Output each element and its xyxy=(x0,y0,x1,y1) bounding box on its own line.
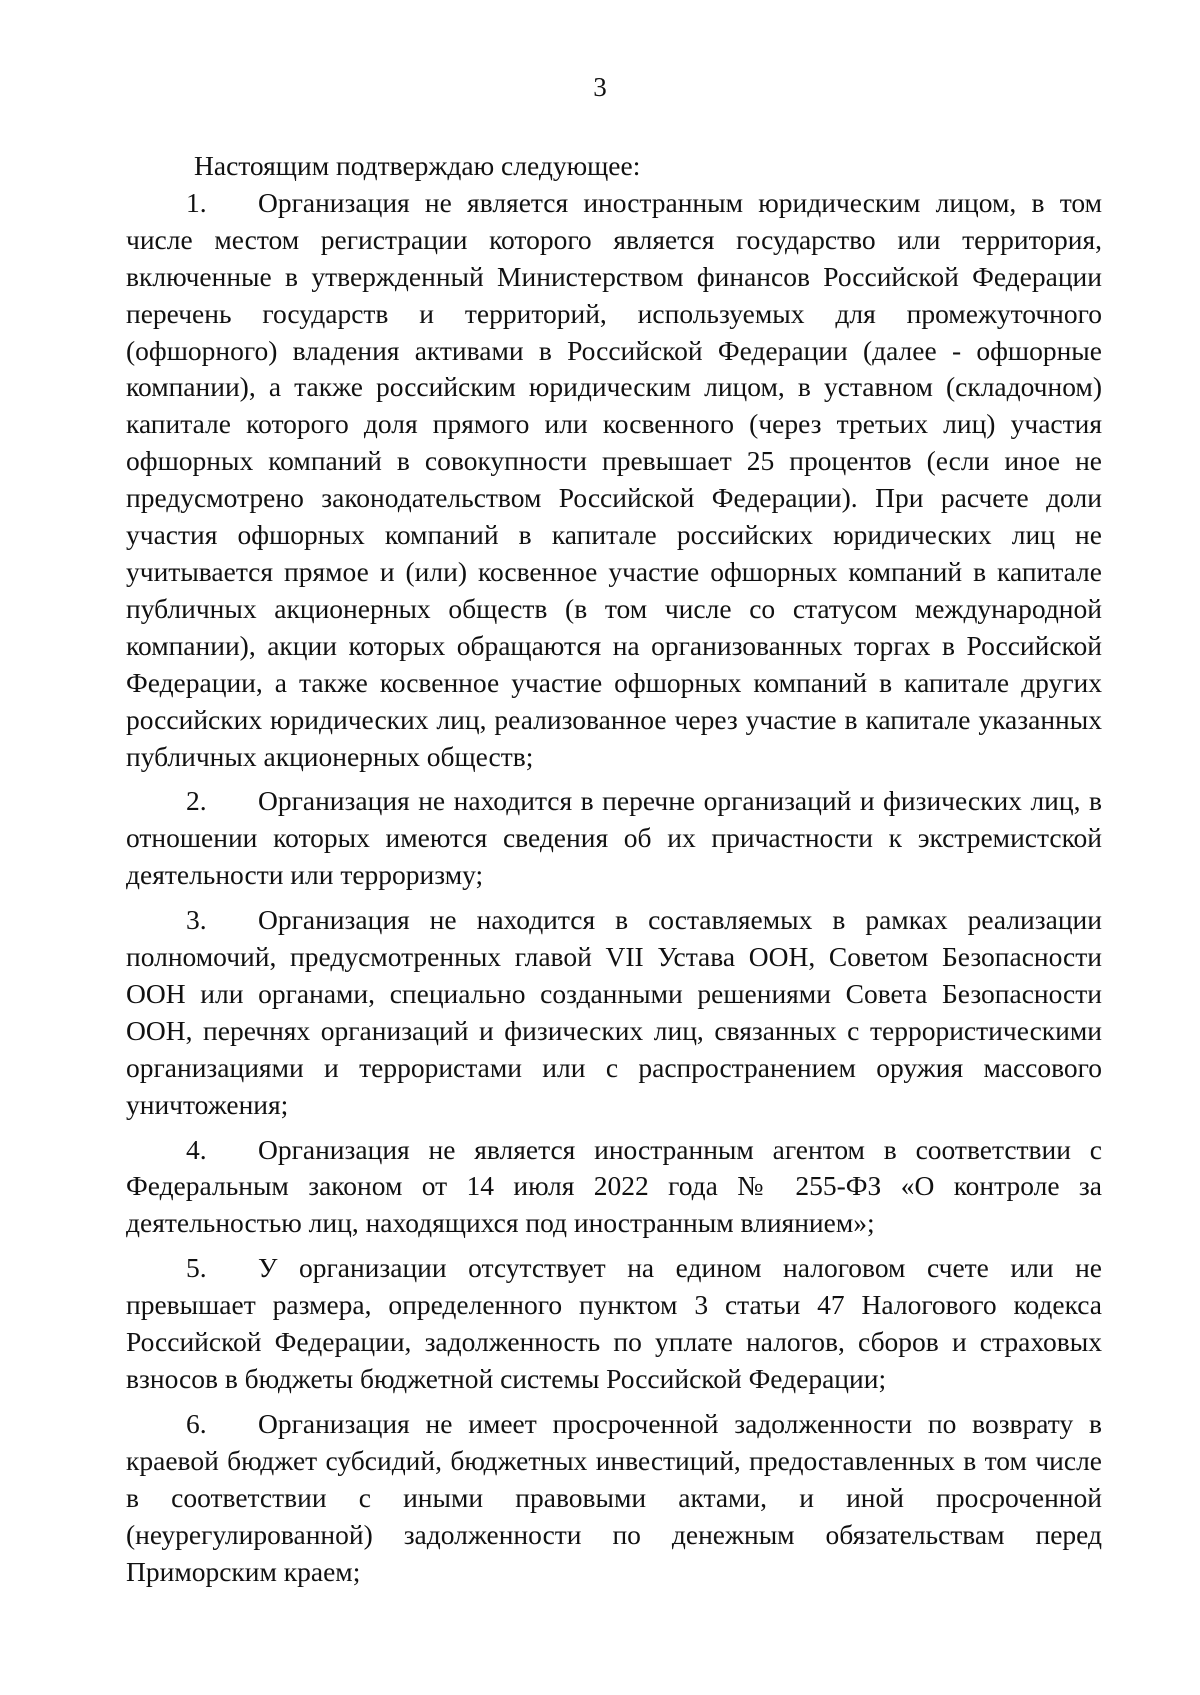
item-number: 3. xyxy=(186,904,207,936)
page-number: 3 xyxy=(593,72,607,102)
document-body xyxy=(126,148,1102,1590)
item-text: Организация не имеет просроченной задолженности по возврату в краевой бюджет субсидий, бюджетных инвестиций, предоставленных в том числе в соответствии с иными правовыми актами, и иной просроченной (неурегулированной) задолженности по денежным обязательствам перед Приморским краем; xyxy=(126,1407,1102,1587)
list-item-4 xyxy=(126,1132,1102,1243)
item-number: 4. xyxy=(186,1133,207,1165)
list-item-3 xyxy=(126,902,1102,1123)
item-number: 6. xyxy=(186,1407,207,1439)
item-number: 5. xyxy=(186,1252,207,1284)
list-item-6 xyxy=(126,1406,1102,1591)
item-text: Организация не находится в перечне организаций и физических лиц, в отношении которых имеются сведения об их причастности к экстремистской деятельности или терроризму; xyxy=(126,785,1102,891)
item-text: Организация не является иностранным юридическим лицом, в том числе местом регистрации которого является государство или территория, включенные в утвержденный Министерством финансов Российской Федерации перечень государств и территорий, используемых для промежуточного (офшорного) владения активами в Российской Федерации (далее - офшорные компании), а также российским юридическим лицом, в уставном (складочном) капитале которого доля прямого или косвенного (через третьих лиц) участия офшорных компаний в совокупности превышает 25 процентов (если иное не предусмотрено законодательством Российской Федерации). При расчете доли участия офшорных компаний в капитале российских юридических лиц не учитывается прямое и (или) косвенное участие офшорных компаний в капитале публичных акционерных обществ (в том числе со статусом международной компании), акции которых обращаются на организованных торгах в Российской Федерации, а также косвенное участие офшорных компаний в капитале других российских юридических лиц, реализованное через участие в капитале указанных публичных акционерных обществ; xyxy=(126,186,1102,772)
item-text: Организация не является иностранным агентом в соответствии с Федеральным законом от 14 июля 2022 года № 255-ФЗ «О контроле за деятельностью лиц, находящихся под иностранным влиянием»; xyxy=(126,1133,1102,1239)
item-text: Организация не находится в составляемых в рамках реализации полномочий, предусмотренных главой VII Устава ООН, Советом Безопасности ООН или органами, специально созданными решениями Совета Безопасности ООН, перечнях организаций и физических лиц, связанных с террористическими организациями и террористами или с распространением оружия массового уничтожения; xyxy=(126,904,1102,1120)
item-text: У организации отсутствует на едином налоговом счете или не превышает размера, определенного пунктом 3 статьи 47 Налогового кодекса Российской Федерации, задолженность по уплате налогов, сборов и страховых взносов в бюджеты бюджетной системы Российской Федерации; xyxy=(126,1252,1102,1394)
item-number: 2. xyxy=(186,785,207,817)
list-item-5 xyxy=(126,1250,1102,1398)
list-item-1 xyxy=(126,185,1102,776)
item-number: 1. xyxy=(186,186,207,218)
list-item-2 xyxy=(126,783,1102,894)
intro-line: Настоящим подтверждаю следующее: xyxy=(194,150,641,181)
